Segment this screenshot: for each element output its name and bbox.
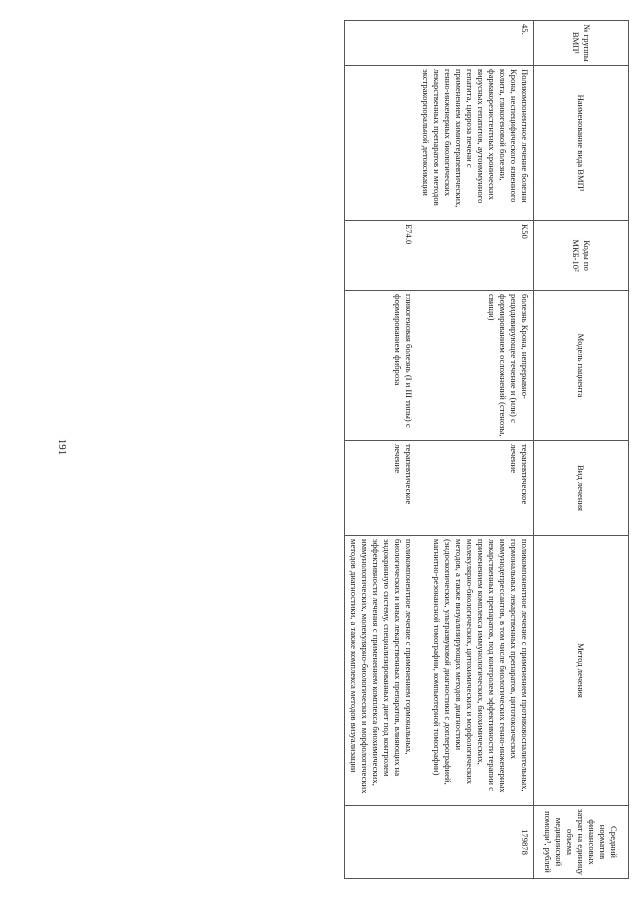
page-number: 191 <box>56 438 68 456</box>
cell-group-no: 45. <box>417 21 534 66</box>
vmp-table <box>344 20 629 879</box>
cell-cost <box>345 806 418 879</box>
cell-patient-model: болезнь Крона, непрерывно-рецидивирующее течение и (или) с формированием осложнений (стенозы, свищи) <box>417 291 534 441</box>
cell-vmp-name: Поликомпонентное лечение болезни Крона, неспецифического язвенного колита, гликогеновой болезни, фармакорезистентных хронических вирусных гепатитов, аутоиммунного гепатита, цирроза печени с применением химиотерапевтических, генно-инженерных биологических лекарственных препаратов и методов экстракорпоральной детоксикации <box>417 66 534 221</box>
table-row <box>345 21 418 879</box>
cell-vmp-name <box>345 66 418 221</box>
header-group-no: № группы ВМП¹ <box>534 21 629 66</box>
cell-treatment-type: терапевтическое лечение <box>345 441 418 536</box>
header-cost: Средний норматив финансовых затрат на единицу объема медицинской помощи³, рублей <box>534 806 629 879</box>
cell-treatment-method: поликомпонентное лечение с применением противовоспалительных, гормональных лекарственных препаратов, цитотоксических иммунодепрессантов, в том числе биологических генно-инженерных лекарственных препаратов, под контролем эффективности терапии с применением комплекса иммунологических, биохимических, молекулярно-биологических, цитохимических и морфологических методов, а также визуализирующих методов диагностики (эндоскопических, ультразвуковой диагностики с доплерографией, магнитно-резонансной томографии, компьютерной томографии) <box>417 536 534 806</box>
vmp-table-rotated <box>94 20 629 878</box>
header-treatment-type: Вид лечения <box>534 441 629 536</box>
table-header-row <box>534 21 629 879</box>
cell-group-no <box>345 21 418 66</box>
header-treatment-method: Метод лечения <box>534 536 629 806</box>
cell-treatment-type: терапевтическое лечение <box>417 441 534 536</box>
header-mkb-codes: Коды по МКБ-10² <box>534 221 629 291</box>
header-patient-model: Модель пациента <box>534 291 629 441</box>
cell-patient-model: гликогеновая болезнь (I и III типы) с формированием фиброза <box>345 291 418 441</box>
table-row <box>417 21 534 879</box>
header-vmp-name: Наименование вида ВМП¹ <box>534 66 629 221</box>
cell-treatment-method: поликомпонентное лечение с применением гормональных, биологических и иных лекарственных препаратов, влияющих на эндокринную систему, специализированных диет под контролем эффективности лечения с применением комплекса биохимических, иммунологических, молекулярно-биологических и морфологических методов диагностики, а также комплекса методов визуализации <box>345 536 418 806</box>
cell-cost: 179878 <box>417 806 534 879</box>
cell-mkb-codes: E74.0 <box>345 221 418 291</box>
cell-mkb-codes: K50 <box>417 221 534 291</box>
